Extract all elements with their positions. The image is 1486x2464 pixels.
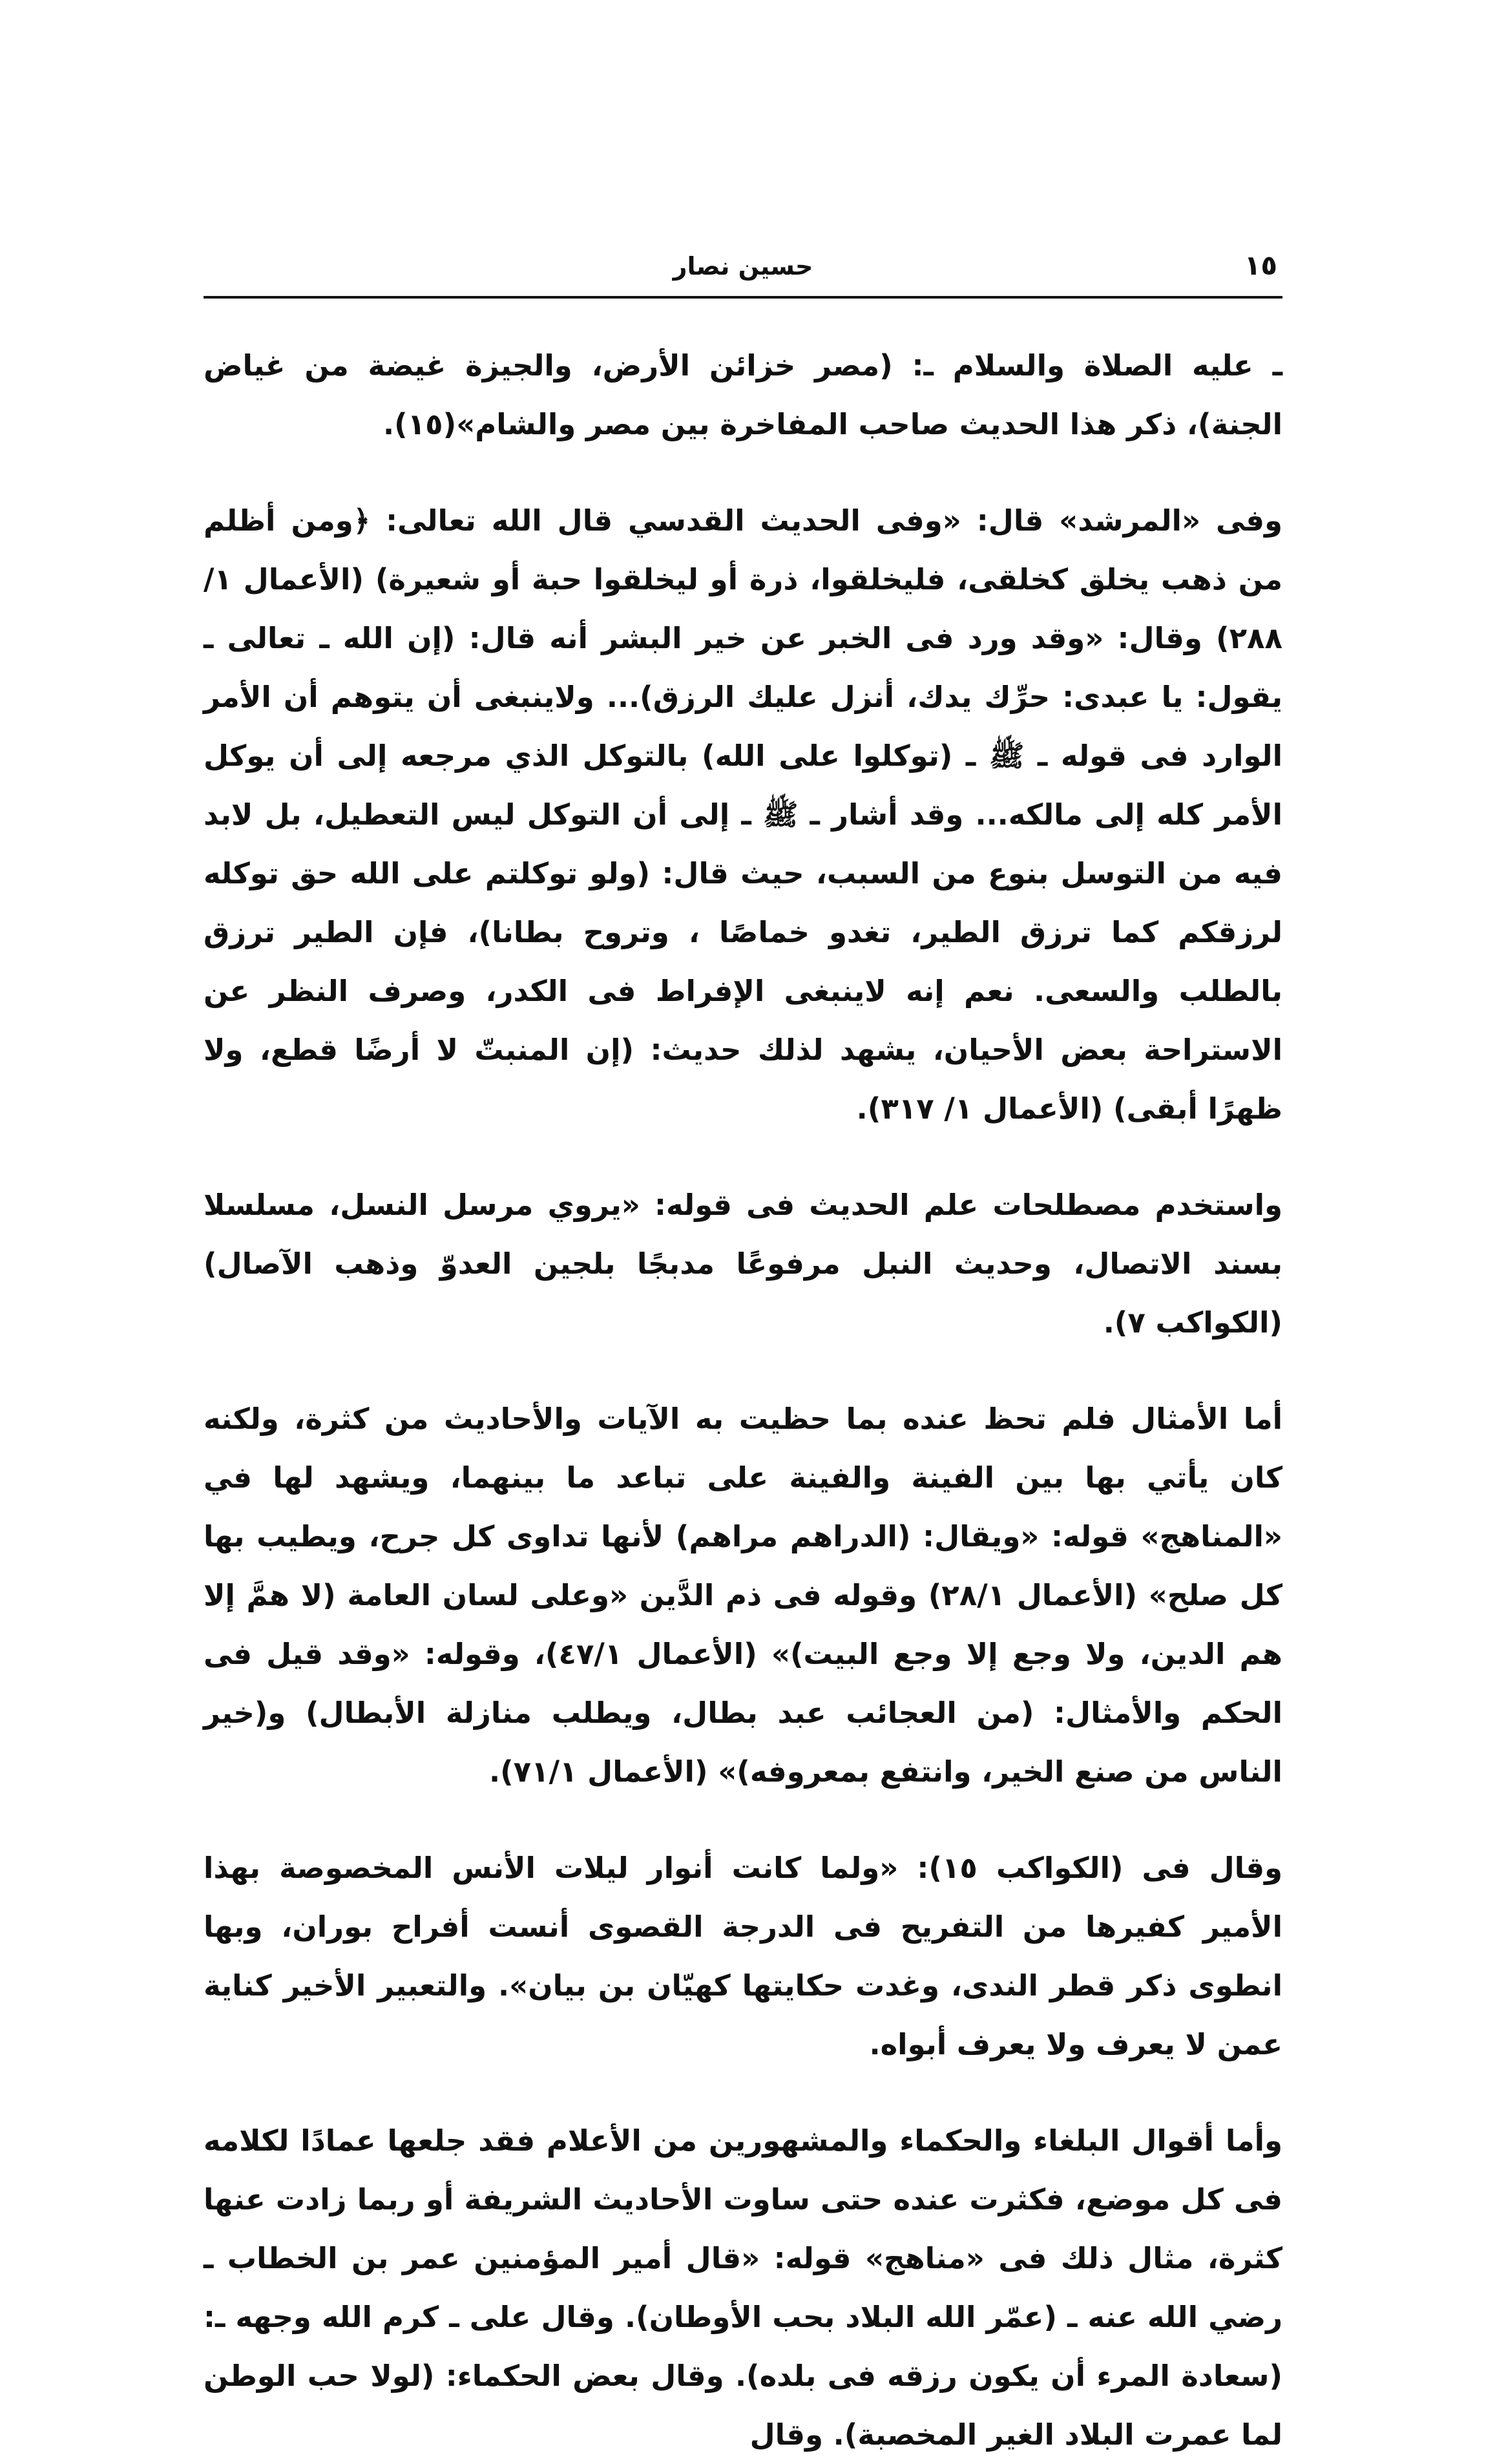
header-rule (204, 296, 1282, 299)
paragraph-1: ـ عليه الصلاة والسلام ـ: (مصر خزائن الأرض، والجيزة غيضة من غياض الجنة)، ذكر هذا الحديث صاحب المفاخرة بين مصر والشام»(١٥). (204, 348, 1282, 441)
paragraph-2: وفى «المرشد» قال: «وفى الحديث القدسي قال الله تعالى: ﴿ومن أظلم من ذهب يخلق كخلقى، فليخلقوا، ذرة أو ليخلقوا حبة أو شعيرة) (الأعمال ١/ ٢٨٨) وقال: «وقد ورد فى الخبر عن خير البشر أنه قال: (إن الله ـ تعالى ـ يقول: يا عبدى: حرِّك يدك، أنزل عليك الرزق)... ولاينبغى أن يتوهم أن الأمر الوارد فى قوله ـ ﷺ ـ (توكلوا على الله) بالتوكل الذي مرجعه إلى أن يوكل الأمر كله إلى مالكه... وقد أشار ـ ﷺ ـ إلى أن التوكل ليس التعطيل، بل لابد فيه من التوسل بنوع من السبب، حيث قال: (ولو توكلتم على الله حق توكله لرزقكم كما ترزق الطير، تغدو خماصًا ، وتروح بطانا)، فإن الطير ترزق بالطلب والسعى. نعم إنه لاينبغى الإفراط فى الكدر، وصرف النظر عن الاستراحة بعض الأحيان، يشهد لذلك حديث: (إن المنبتّ لا أرضًا قطع، ولا ظهرًا أبقى) (الأعمال ١/ ٣١٧). (204, 503, 1282, 1126)
paragraph-6: وأما أقوال البلغاء والحكماء والمشهورين من الأعلام فقد جلعها عمادًا لكلامه فى كل موضع، فكثرت عنده حتى ساوت الأحاديث الشريفة أو ربما زادت عنها كثرة، مثال ذلك فى «مناهج» قوله: «قال أمير المؤمنين عمر بن الخطاب ـ رضي الله عنه ـ (عمّر الله البلاد بحب الأوطان). وقال على ـ كرم الله وجهه ـ: (سعادة المرء أن يكون رزقه فى بلده). وقال بعض الحكماء: (لولا حب الوطن لما عمرت البلاد الغير المخصبة). وقال (204, 2123, 1282, 2452)
paragraph-5: وقال فى (الكواكب ١٥): «ولما كانت أنوار ليلات الأنس المخصوصة بهذا الأمير كفيرها من التفريح فى الدرجة القصوى أنست أفراح بوران، وبها انطوى ذكر قطر الندى، وغدت حكايتها كهيّان بن بيان». والتعبير الأخير كناية عمن لا يعرف ولا يعرف أبواه. (204, 1851, 1283, 2061)
paragraph-4: أما الأمثال فلم تحظ عنده بما حظيت به الآيات والأحاديث من كثرة، ولكنه كان يأتي بها بين الفينة والفينة على تباعد ما بينهما، ويشهد لها في «المناهج» قوله: «ويقال: (الدراهم مراهم) لأنها تداوى كل جرح، ويطيب بها كل صلح» (الأعمال ٢٨/١) وقوله فى ذم الدَّين «وعلى لسان العامة (لا همَّ إلا هم الدين، ولا وجع إلا وجع البيت)» (الأعمال ٤٧/١)، وقوله: «وقد قيل فى الحكم والأمثال: (من العجائب عبد بطال، ويطلب منازلة الأبطال) و(خير الناس من صنع الخير، وانتفع بمعروفه)» (الأعمال ٧١/١). (204, 1402, 1282, 1789)
page-number: ١٥ (1244, 249, 1277, 281)
body-text (204, 336, 1282, 2464)
running-header (204, 246, 1282, 291)
paragraph-3: واستخدم مصطلحات علم الحديث فى قوله: «يروي مرسل النسل، مسلسلا بسند الاتصال، وحديث النبل مرفوعًا مدبجًا بلجين العدوّ وذهب الآصال) (الكواكب ٧). (204, 1188, 1282, 1340)
running-title: حسين نصار (673, 252, 813, 280)
